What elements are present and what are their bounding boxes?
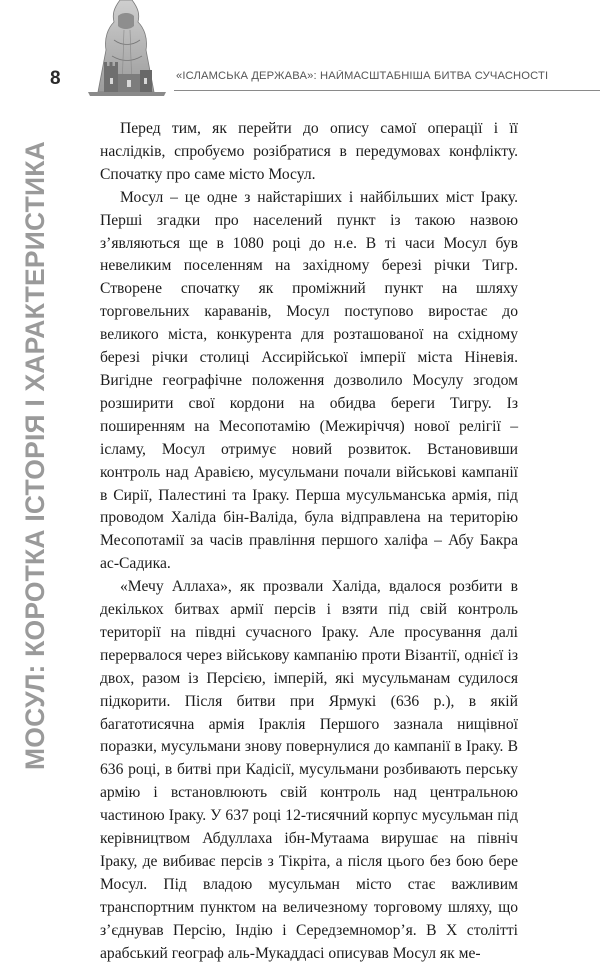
- page-number: 8: [50, 68, 61, 89]
- running-head: «ІСЛАМСЬКА ДЕРЖАВА»: НАЙМАСШТАБНІША БИТВА СУЧАСНОСТІ: [176, 70, 549, 82]
- header-divider: [174, 90, 600, 91]
- robed-figure-and-castle-icon: [84, 0, 170, 100]
- body-text: [100, 118, 518, 966]
- vertical-chapter-title: МОСУЛ: КОРОТКА ІСТОРІЯ І ХАРАКТЕРИСТИКА: [20, 140, 50, 770]
- paragraph: «Мечу Аллаха», як прозвали Халіда, вдалося розбити в декількох битвах армії персів і взяти під свій контроль території на півдні сучасного Іраку. Але просування далі перервалося через військову кампанію проти Візантії, однієї із двох, разом із Персією, імперій, які мусульманам судилося підкорити. Після битви при Ярмукі (636 р.), в якій багатотисячна армія Іраклія Першого зазнала нищівної поразки, мусульмани знову повернулися до кампанії в Іраку. В 636 році, в битві при Кадісії, мусульмани розбивають перську армію і встановлюють свій контроль над центральною частиною Іраку. У 637 році 12-тисячний корпус мусульман під керівництвом Абдуллаха ібн-Мутаама вирушає на північ Іраку, де вибиває персів з Тікріта, а після цього без бою бере Мосул. Під владою мусульман місто стає важливим транспортним пунктом на величезному торговому шляху, що з’єднував Персію, Індію і Середземномор’я. В X столітті арабський географ аль-Мукаддасі описував Мосул як ме-: [100, 578, 518, 962]
- paragraph: Перед тим, як перейти до опису самої операції і її наслідків, спробуємо розібратися в передумовах конфлікту. Спочатку про саме місто Мосул.: [100, 120, 518, 183]
- paragraph: Мосул – це одне з найстаріших і найбільших міст Іраку. Перші згадки про населений пункт із такою назвою з’являються ще в 1080 році до н.е. В ті часи Мосул був невеликим поселенням на західному березі річки Тигр. Створене спочатку як проміжний пункт на шляху торговельних караванів, Мосул поступово виростає до великого міста, конкурента для розташованої на східному березі річки столиці Ассирійської імперії міста Ніневія. Вигідне географічне положення дозволило Мосулу згодом розширити свої кордони на обидва береги Тигру. Із поширенням на Месопотамію (Межиріччя) нової релігії – ісламу, Мосул отримує новий розвиток. Встановивши контроль над Аравією, мусульмани почали військові кампанії в Сирії, Палестині та Іраку. Перша мусульманська армія, під проводом Халіда бін-Валіда, була відправлена на територію Месопотамії за часів правління першого халіфа – Абу Бакра ас-Садика.: [100, 188, 518, 573]
